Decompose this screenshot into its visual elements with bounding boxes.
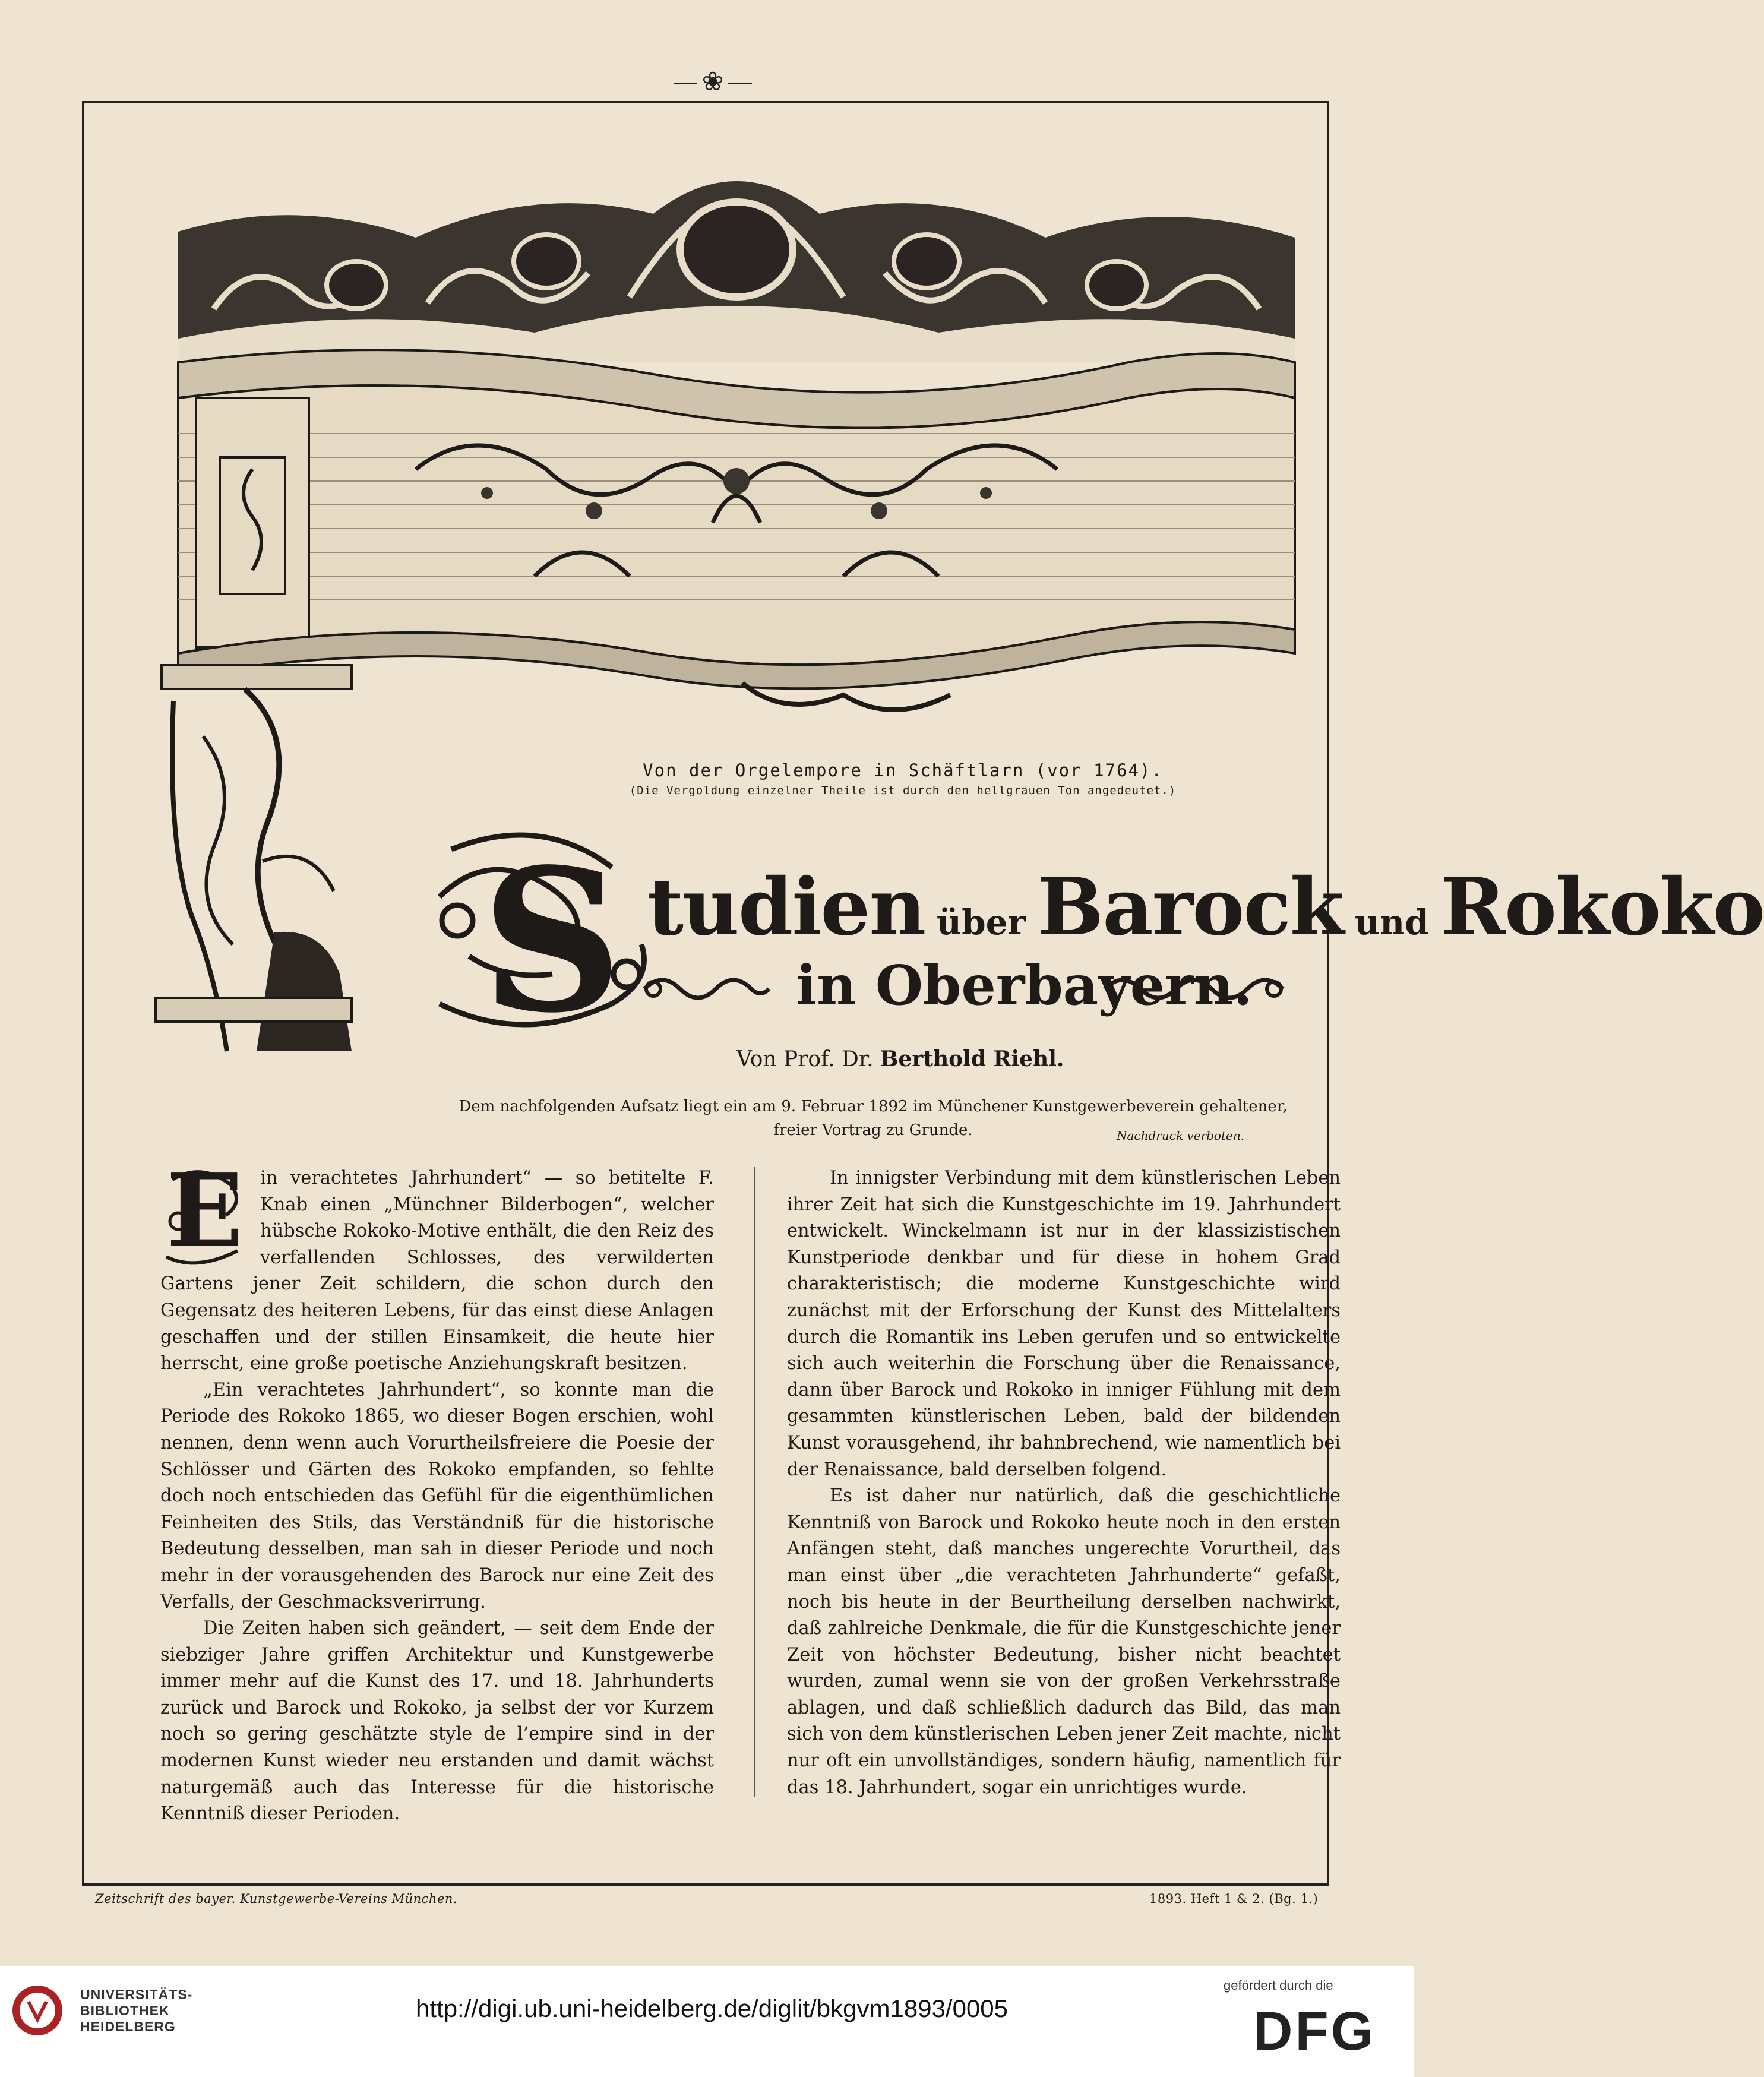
note-line-2: freier Vortrag zu Grunde.: [773, 1121, 973, 1139]
title-word: Barock: [1037, 861, 1343, 953]
title-word: Rokoko: [1440, 861, 1764, 953]
paragraph: Die Zeiten haben sich geändert, — seit dem Ende der siebziger Jahre griffen Architektur und Kunstgewerbe immer mehr auf die Kunst des 17. und 18. Jahrhunderts zurück und Barock und Rokoko, ja selbst der vor Kurzem noch so gering geschätzte style de l’empire sind in der modernen Kunst wieder neu erstanden und damit wächst naturgemäß auch das Interesse für die historische Kenntniß dieser Perioden.: [160, 1618, 714, 1825]
top-ornament: [668, 67, 757, 97]
library-name-line: HEIDELBERG: [80, 2019, 176, 2034]
reprint-notice: Nachdruck verboten.: [1117, 1128, 1245, 1143]
funded-by-label: gefördert durch die: [1224, 1978, 1333, 1993]
paragraph: In innigster Verbindung mit dem künstlerischen Leben ihrer Zeit hat sich die Kunstgeschichte im 19. Jahrhundert entwickelt. Winckelmann ist nur in der klassizistischen Kunstperiode denkbar und für diese in hohem Grad charakteristisch; die moderne Kunstgeschichte wird zunächst mit der Erforschung der Kunst des Mittelalters durch die Romantik ins Leben gerufen und so entwickelte sich auch weiterhin die Forschung über die Renaissance, dann über Barock und Rokoko in inniger Fühlung mit dem gesammten künstlerischen Leben, bald der bildenden Kunst vorausgehend, ihr bahnbrechend, wie namentlich bei der Renaissance, bald derselben folgend.: [787, 1168, 1341, 1480]
title-line-2: in Oberbayern.: [796, 953, 1253, 1017]
title-initial-ornament: [416, 826, 671, 1056]
digitization-url-link[interactable]: http://digi.ub.uni-heidelberg.de/diglit/bkgvm1893/0005: [416, 1994, 1009, 2022]
caption-sub: (Die Vergoldung einzelner Theile ist durch den hellgrauen Ton angedeutet.): [629, 784, 1177, 797]
title-word: über: [936, 902, 1026, 943]
paragraph: „Ein verachtetes Jahrhundert“, so konnte man die Periode des Rokoko 1865, wo dieser Bogen erschien, wohl nennen, denn wenn auch Vorurtheilsfreiere die Poesie der Schlösser und Gärten des Rokoko empfanden, so fehlte doch noch entschieden das Gefühl für die eigenthümlichen Feinheiten des Stils, das Verständniß für die historische Bedeutung desselben, man sah in dieser Periode und noch mehr in der vorausgehenden des Barock nur eine Zeit des Verfalls, der Geschmacksverirrung.: [160, 1379, 714, 1613]
illustration-caption: [594, 760, 1212, 797]
right-column: [787, 1165, 1341, 1801]
title-word: und: [1354, 902, 1429, 943]
note-line-1: Dem nachfolgenden Aufsatz liegt ein am 9. Februar 1892 im Münchener Kunstgewerbeverein gehaltener,: [459, 1098, 1288, 1115]
corner-ornament-illustration: [156, 665, 352, 1051]
issue-footer: 1893. Heft 1 & 2. (Bg. 1.): [1149, 1892, 1319, 1906]
swirl-right-icon: [1099, 968, 1289, 1010]
swirl-left-icon: [638, 968, 775, 1010]
caption-main: Von der Orgelempore in Schäftlarn (vor 1764).: [643, 760, 1163, 780]
author-name: Berthold Riehl.: [880, 1047, 1064, 1071]
flower-ornament-icon: ❀: [701, 67, 724, 97]
paragraph: in verachtetes Jahrhundert“ — so betitelte F. Knab einen „Münchner Bilderbogen“, welcher hübsche Rokoko-Motive enthält, die den Reiz des verfallenden Schlosses, des verwilderten Gartens jener Zeit schildern, die schon durch den Gegensatz des heiteren Lebens, für das einst diese Anlagen geschaffen und der stillen Einsamkeit, die heute hier herrscht, eine große poetische Anziehungskraft besitzen.: [160, 1168, 714, 1374]
journal-footer: Zeitschrift des bayer. Kunstgewerbe-Vereins München.: [95, 1892, 458, 1906]
library-name: [80, 1987, 192, 2035]
title-word: tudien: [647, 861, 925, 953]
left-column: [160, 1152, 714, 1828]
title-line-1: [647, 861, 1764, 953]
dropcap-letter: E: [166, 1152, 244, 1270]
column-divider: [754, 1167, 755, 1797]
title-initial-letter: S: [481, 826, 623, 1056]
library-name-line: BIBLIOTHEK: [80, 2003, 170, 2018]
author-prefix: Von Prof. Dr.: [736, 1047, 874, 1071]
library-name-line: UNIVERSITÄTS-: [80, 1987, 193, 2002]
author-line: [736, 1047, 1064, 1071]
dfg-logo: DFG: [1253, 2001, 1376, 2062]
paragraph: Es ist daher nur natürlich, daß die geschichtliche Kenntniß von Barock und Rokoko heute noch in den ersten Anfängen steht, daß manches ungerechte Vorurtheil, das man einst über „die verachteten Jahrhunderte“ gefaßt, noch bis heute in der Beurtheilung derselben nachwirkt, daß zahlreiche Denkmale, die für die Kunstgeschichte jener Zeit von höchster Bedeutung, bisher nicht beachtet wurden, zumal wenn sie von der großen Verkehrsstraße ablagen, und daß schließlich dadurch das Bild, das man sich von dem künstlerischen Leben jener Zeit machte, nicht nur oft ein unvollständiges, sondern häufig, namentlich für das 18. Jahrhundert, sogar ein unrichtiges wurde.: [787, 1485, 1341, 1798]
dropcap: [160, 1152, 249, 1270]
university-library-logo-icon: [11, 1984, 64, 2037]
